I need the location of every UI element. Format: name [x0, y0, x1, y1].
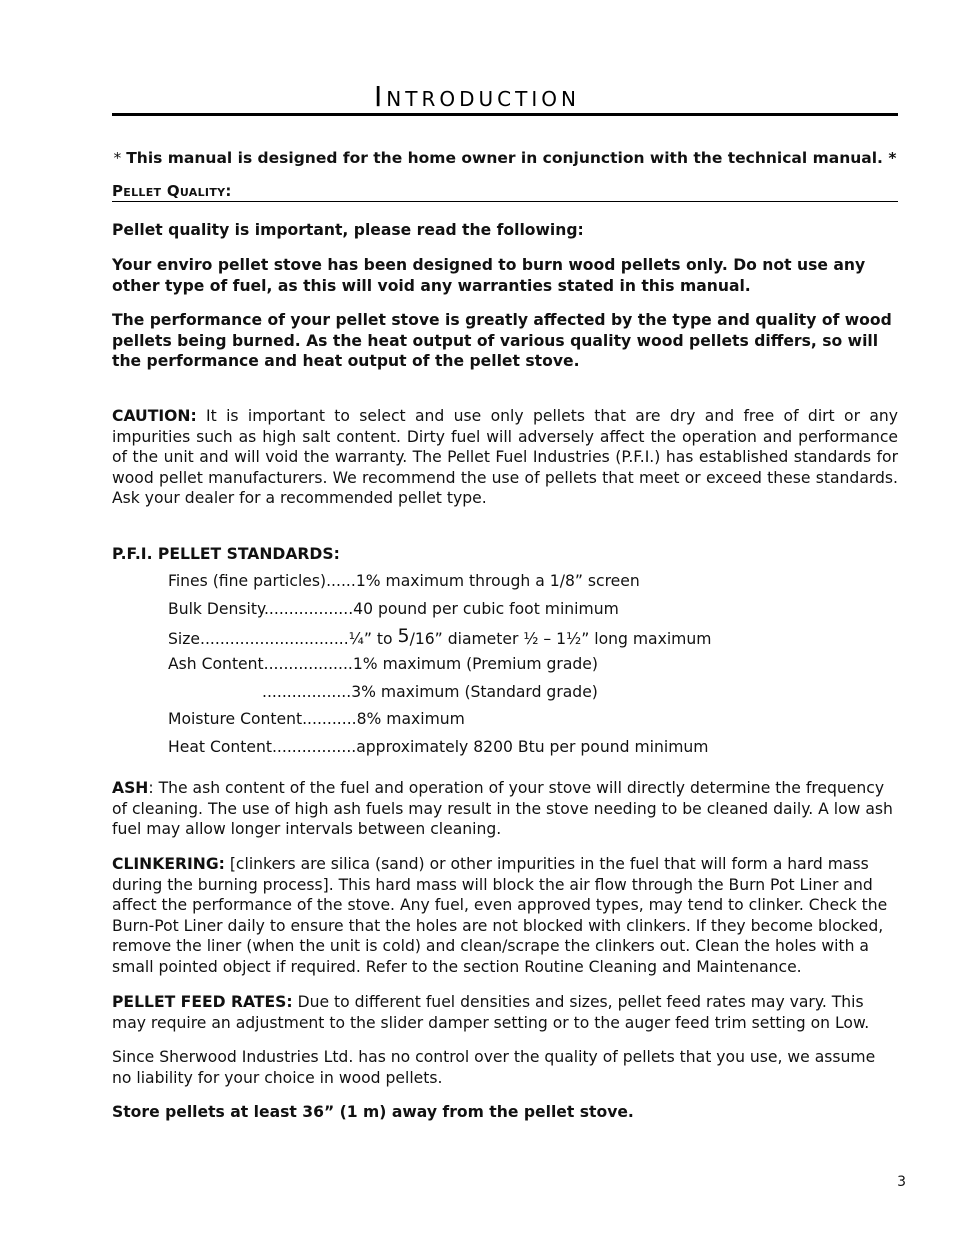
feed-rates-label: PELLET FEED RATES: — [112, 993, 293, 1011]
importance-paragraph: Pellet quality is important, please read the following: — [112, 221, 584, 239]
ash-paragraph — [112, 778, 898, 840]
page-title: Introduction — [374, 80, 580, 113]
caution-label: CAUTION: — [112, 407, 197, 425]
pfi-heat: Heat Content.................approximately 8200 Btu per pound minimum — [168, 738, 709, 756]
performance-paragraph: The performance of your pellet stove is greatly affected by the type and quality of wood pellets being burned. As the heat output of various quality wood pellets differs, so will the performance and heat output of the pellet stove. — [112, 311, 892, 370]
manual-note — [112, 149, 898, 167]
pfi-moisture: Moisture Content...........8% maximum — [168, 710, 465, 728]
feed-rates-paragraph — [112, 992, 898, 1033]
clinkering-label: CLINKERING: — [112, 855, 225, 873]
clinkering-paragraph — [112, 854, 898, 977]
pfi-heading: P.F.I. PELLET STANDARDS: — [112, 545, 340, 563]
page-number: 3 — [897, 1174, 906, 1190]
fuel-type-paragraph: Your enviro pellet stove has been designed to burn wood pellets only. Do not use any other type of fuel, as this will void any warranties stated in this manual. — [112, 256, 866, 295]
caution-paragraph — [112, 406, 898, 509]
title-rule — [112, 113, 898, 116]
pfi-size-numerator: 5 — [397, 625, 410, 647]
pfi-size — [168, 626, 711, 649]
pfi-ash-premium: Ash Content..................1% maximum (Premium grade) — [168, 655, 598, 673]
pfi-bulk-density: Bulk Density..................40 pound per cubic foot minimum — [168, 600, 619, 618]
store-warning: Store pellets at least 36” (1 m) away from the pellet stove. — [112, 1103, 634, 1121]
ash-label: ASH — [112, 779, 149, 797]
caution-text: It is important to select and use only pellets that are dry and free of dirt or any impurities such as high salt content. Dirty fuel will adversely affect the operation and performance of the unit and will void the warranty. The Pellet Fuel Industries (P.F.I.) has established standards for wood pellet manufacturers. We recommend the use of pellets that meet or exceed these standards. Ask your dealer for a recommended pellet type. — [112, 407, 898, 507]
manual-note-text: This manual is designed for the home owner in conjunction with the technical manual. * — [126, 149, 897, 167]
pfi-size-end: /16” diameter ½ – 1½” long maximum — [409, 630, 712, 648]
feed-rates-text: Due to different fuel densities and sizes, pellet feed rates may vary. This may require an adjustment to the slider damper setting or to the auger feed trim setting on Low. — [112, 993, 870, 1032]
clinkering-text: [clinkers are silica (sand) or other impurities in the fuel that will form a hard mass during the burning process]. This hard mass will block the air flow through the Burn Pot Liner and affect the performance of the stove. Any fuel, even approved types, may tend to clinker. Check the Burn-Pot Liner daily to ensure that the holes are not blocked with clinkers. If they become blocked, remove the liner (when the unit is cold) and clean/scrape the clinkers out. Clean the holes with a small pointed object if required. Refer to the section Routine Cleaning and Maintenance. — [112, 855, 888, 976]
section-heading-pellet-quality: Pellet Quality: — [112, 182, 898, 202]
pfi-size-start: Size..............................¼” to — [168, 630, 398, 648]
pfi-fines: Fines (fine particles)......1% maximum through a 1/8” screen — [168, 572, 640, 590]
manual-note-prefix: * — [113, 149, 127, 167]
pfi-ash-standard: ..................3% maximum (Standard grade) — [262, 683, 598, 701]
ash-text: : The ash content of the fuel and operation of your stove will directly determine the frequency of cleaning. The use of high ash fuels may result in the stove needing to be cleaned daily. A low ash fuel may allow longer intervals between cleaning. — [112, 779, 893, 838]
liability-paragraph: Since Sherwood Industries Ltd. has no control over the quality of pellets that you use, we assume no liability for your choice in wood pellets. — [112, 1048, 876, 1087]
